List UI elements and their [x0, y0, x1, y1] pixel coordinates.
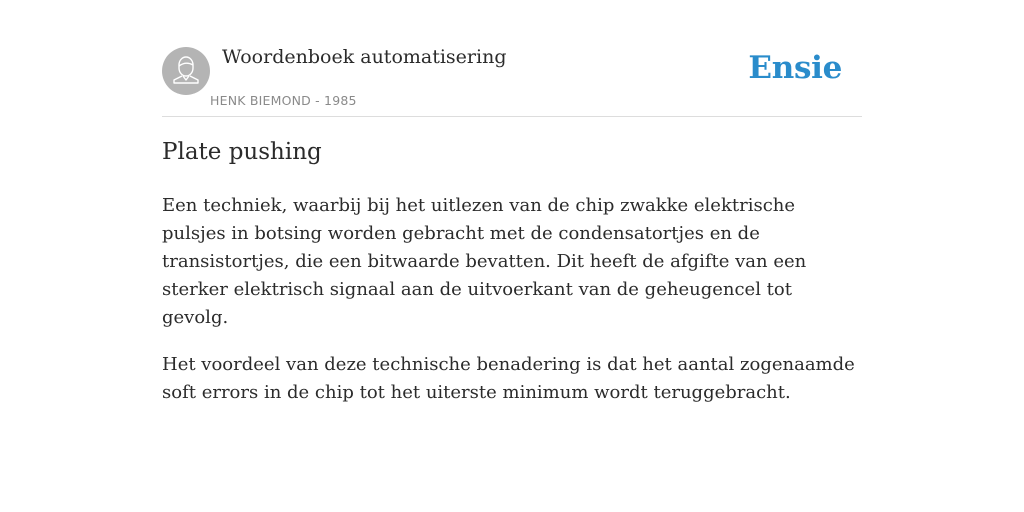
user-avatar-icon: [162, 47, 210, 95]
author-name[interactable]: HENK BIEMOND: [210, 93, 311, 108]
entry-paragraph: Het voordeel van deze technische benadering is dat het aantal zogenaamde soft errors in de chip tot het uiterste minimum wordt teruggebracht.: [162, 354, 855, 403]
page-container: [162, 0, 862, 403]
entry-paragraph: Een techniek, waarbij bij het uitlezen van de chip zwakke elektrische pulsjes in botsing worden gebracht met de condensatortjes en de transistortjes, die een bitwaarde bevatten. Dit heeft de afgifte van een sterker elektrisch signaal aan de uitvoerkant van de geheugencel tot gevolg.: [162, 195, 807, 328]
byline: [210, 93, 357, 108]
entry-body: [162, 192, 862, 426]
entry-header: [162, 0, 862, 117]
brand-logo[interactable]: Ensie: [748, 50, 842, 86]
publication-year: 1985: [324, 93, 357, 108]
byline-separator: -: [310, 93, 325, 108]
source-title[interactable]: Woordenboek automatisering: [222, 46, 507, 68]
entry-title: Plate pushing: [162, 139, 322, 165]
